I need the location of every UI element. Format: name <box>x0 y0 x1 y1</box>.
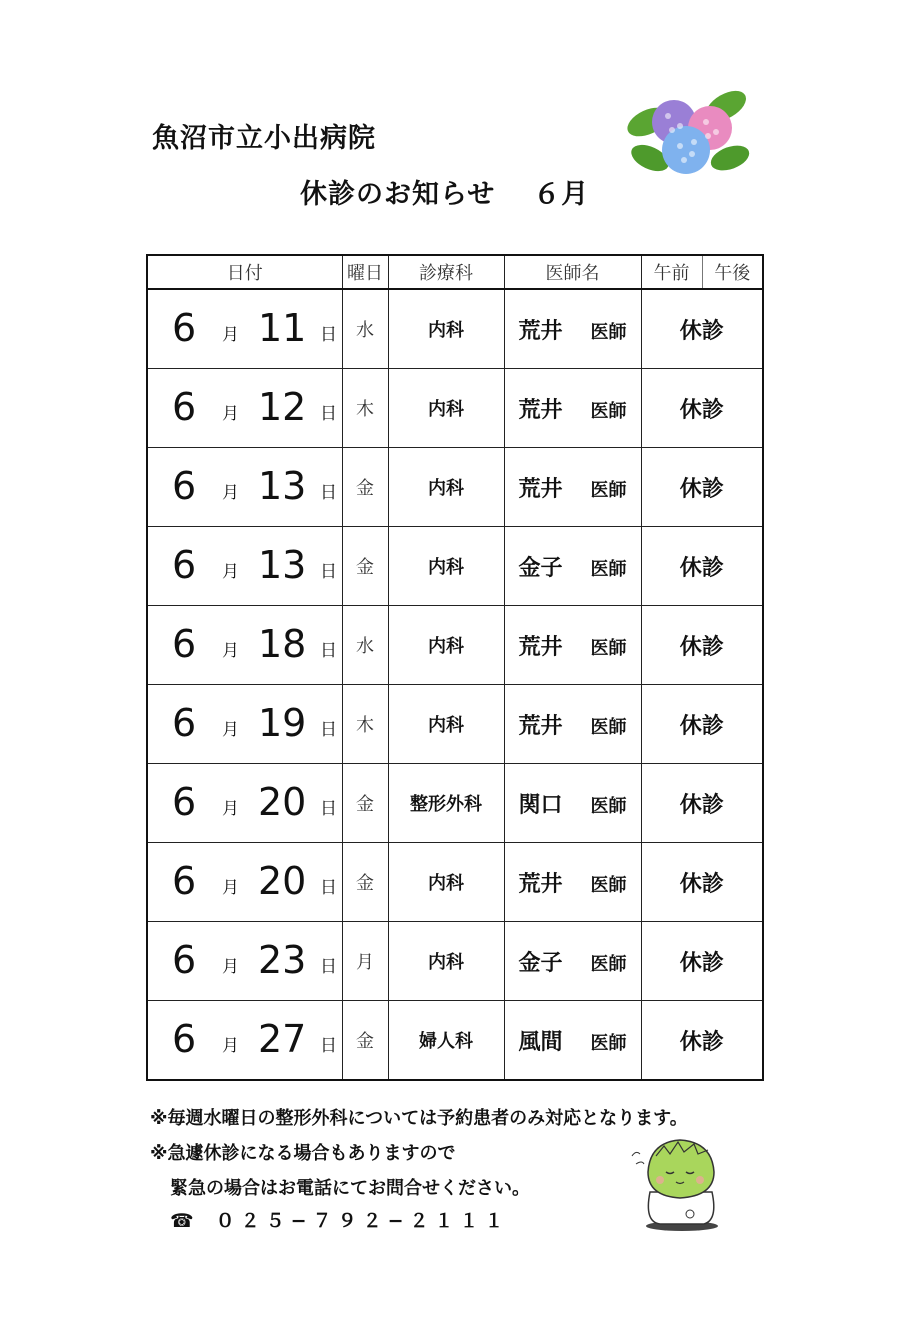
note-contact: 緊急の場合はお電話にてお問合せください。 <box>170 1178 530 1199</box>
doctor-name: 荒井 <box>518 635 563 660</box>
status-cell: 休診 <box>641 289 763 369</box>
weekday-cell: 金 <box>342 527 388 606</box>
table-row <box>147 843 763 922</box>
date-month-kanji: 月 <box>222 404 239 424</box>
date-month-kanji: 月 <box>222 562 239 582</box>
status-cell: 休診 <box>641 843 763 922</box>
col-header-am: 午前 <box>641 255 702 289</box>
doctor-cell <box>504 448 641 527</box>
date-month: 6 <box>172 938 197 982</box>
date-cell <box>147 369 342 448</box>
status-cell: 休診 <box>641 685 763 764</box>
department-cell: 内科 <box>388 369 504 448</box>
department-cell: 内科 <box>388 606 504 685</box>
status-cell: 休診 <box>641 448 763 527</box>
table-row <box>147 527 763 606</box>
col-header-weekday: 曜日 <box>342 255 388 289</box>
date-month: 6 <box>172 306 197 350</box>
date-cell <box>147 448 342 527</box>
doctor-name: 金子 <box>518 556 563 581</box>
phone-icon: ☎ <box>170 1210 194 1232</box>
department-cell: 内科 <box>388 448 504 527</box>
table-row <box>147 369 763 448</box>
date-cell <box>147 685 342 764</box>
department-cell: 整形外科 <box>388 764 504 843</box>
weekday-cell: 金 <box>342 764 388 843</box>
date-day: 12 <box>258 385 307 429</box>
phone-line <box>170 1206 510 1233</box>
doctor-title: 医師 <box>590 401 627 422</box>
department-cell: 内科 <box>388 527 504 606</box>
notice-month: ６月 <box>533 179 590 210</box>
table-row <box>147 1001 763 1081</box>
date-day-kanji: 日 <box>320 957 337 977</box>
date-month-kanji: 月 <box>222 483 239 503</box>
doctor-title: 医師 <box>590 559 627 580</box>
doctor-name: 荒井 <box>518 319 563 344</box>
department-cell: 内科 <box>388 922 504 1001</box>
date-month: 6 <box>172 1017 197 1061</box>
status-cell: 休診 <box>641 606 763 685</box>
status-cell: 休診 <box>641 922 763 1001</box>
date-day: 18 <box>258 622 307 666</box>
doctor-name: 荒井 <box>518 714 563 739</box>
doctor-cell <box>504 1001 641 1081</box>
weekday-cell: 金 <box>342 1001 388 1081</box>
note-orthopedic: ※毎週水曜日の整形外科については予約患者のみ対応となります。 <box>150 1108 688 1129</box>
doctor-cell <box>504 922 641 1001</box>
date-month-kanji: 月 <box>222 325 239 345</box>
date-month: 6 <box>172 780 197 824</box>
date-month-kanji: 月 <box>222 720 239 740</box>
doctor-title: 医師 <box>590 1033 627 1054</box>
doctor-title: 医師 <box>590 322 627 343</box>
table-row <box>147 764 763 843</box>
hospital-name: 魚沼市立小出病院 <box>152 123 376 154</box>
doctor-cell <box>504 289 641 369</box>
status-cell: 休診 <box>641 527 763 606</box>
date-day-kanji: 日 <box>320 641 337 661</box>
weekday-cell: 木 <box>342 369 388 448</box>
date-day: 19 <box>258 701 307 745</box>
table-row <box>147 448 763 527</box>
doctor-cell <box>504 606 641 685</box>
date-month: 6 <box>172 859 197 903</box>
date-cell <box>147 527 342 606</box>
doctor-name: 荒井 <box>518 872 563 897</box>
doctor-cell <box>504 527 641 606</box>
status-cell: 休診 <box>641 764 763 843</box>
date-cell <box>147 922 342 1001</box>
date-cell <box>147 289 342 369</box>
date-day-kanji: 日 <box>320 404 337 424</box>
doctor-name: 荒井 <box>518 477 563 502</box>
date-day: 13 <box>258 543 307 587</box>
doctor-cell <box>504 685 641 764</box>
mascot-character <box>620 1132 730 1232</box>
date-month-kanji: 月 <box>222 878 239 898</box>
closure-schedule-table <box>146 254 764 1081</box>
doctor-title: 医師 <box>590 717 627 738</box>
weekday-cell: 金 <box>342 843 388 922</box>
date-day-kanji: 日 <box>320 1036 337 1056</box>
status-cell: 休診 <box>641 1001 763 1081</box>
table-row <box>147 685 763 764</box>
date-day-kanji: 日 <box>320 878 337 898</box>
department-cell: 内科 <box>388 685 504 764</box>
department-cell: 婦人科 <box>388 1001 504 1081</box>
date-month-kanji: 月 <box>222 799 239 819</box>
date-month: 6 <box>172 464 197 508</box>
phone-number: ０２５−７９２−２１１１ <box>215 1210 510 1232</box>
date-month: 6 <box>172 543 197 587</box>
date-month: 6 <box>172 701 197 745</box>
date-month: 6 <box>172 385 197 429</box>
notice-title <box>300 172 589 211</box>
doctor-cell <box>504 369 641 448</box>
weekday-cell: 木 <box>342 685 388 764</box>
date-day: 11 <box>258 306 307 350</box>
date-month-kanji: 月 <box>222 641 239 661</box>
date-month: 6 <box>172 622 197 666</box>
date-day-kanji: 日 <box>320 799 337 819</box>
note-sudden-closure: ※急遽休診になる場合もありますので <box>150 1143 456 1164</box>
date-cell <box>147 1001 342 1081</box>
department-cell: 内科 <box>388 843 504 922</box>
doctor-title: 医師 <box>590 638 627 659</box>
status-cell: 休診 <box>641 369 763 448</box>
doctor-title: 医師 <box>590 480 627 501</box>
date-day: 20 <box>258 859 307 903</box>
col-header-date: 日付 <box>147 255 342 289</box>
weekday-cell: 金 <box>342 448 388 527</box>
date-cell <box>147 843 342 922</box>
weekday-cell: 水 <box>342 606 388 685</box>
table-row <box>147 922 763 1001</box>
doctor-title: 医師 <box>590 954 627 975</box>
col-header-pm: 午後 <box>702 255 763 289</box>
date-day: 20 <box>258 780 307 824</box>
weekday-cell: 月 <box>342 922 388 1001</box>
date-day-kanji: 日 <box>320 720 337 740</box>
date-cell <box>147 606 342 685</box>
date-day: 27 <box>258 1017 307 1061</box>
date-day-kanji: 日 <box>320 483 337 503</box>
table-row <box>147 289 763 369</box>
col-header-department: 診療科 <box>388 255 504 289</box>
date-day-kanji: 日 <box>320 562 337 582</box>
doctor-title: 医師 <box>590 796 627 817</box>
date-month-kanji: 月 <box>222 957 239 977</box>
date-day: 13 <box>258 464 307 508</box>
doctor-title: 医師 <box>590 875 627 896</box>
date-day-kanji: 日 <box>320 325 337 345</box>
doctor-name: 金子 <box>518 951 563 976</box>
date-cell <box>147 764 342 843</box>
notice-title-text: 休診のお知らせ <box>300 179 496 210</box>
doctor-cell <box>504 843 641 922</box>
col-header-doctor: 医師名 <box>504 255 641 289</box>
doctor-name: 関口 <box>518 793 563 818</box>
doctor-cell <box>504 764 641 843</box>
date-day: 23 <box>258 938 307 982</box>
weekday-cell: 水 <box>342 289 388 369</box>
date-month-kanji: 月 <box>222 1036 239 1056</box>
department-cell: 内科 <box>388 289 504 369</box>
table-header-row <box>147 255 763 289</box>
table-row <box>147 606 763 685</box>
doctor-name: 風間 <box>518 1030 563 1055</box>
doctor-name: 荒井 <box>518 398 563 423</box>
hydrangea-illustration <box>622 88 754 180</box>
